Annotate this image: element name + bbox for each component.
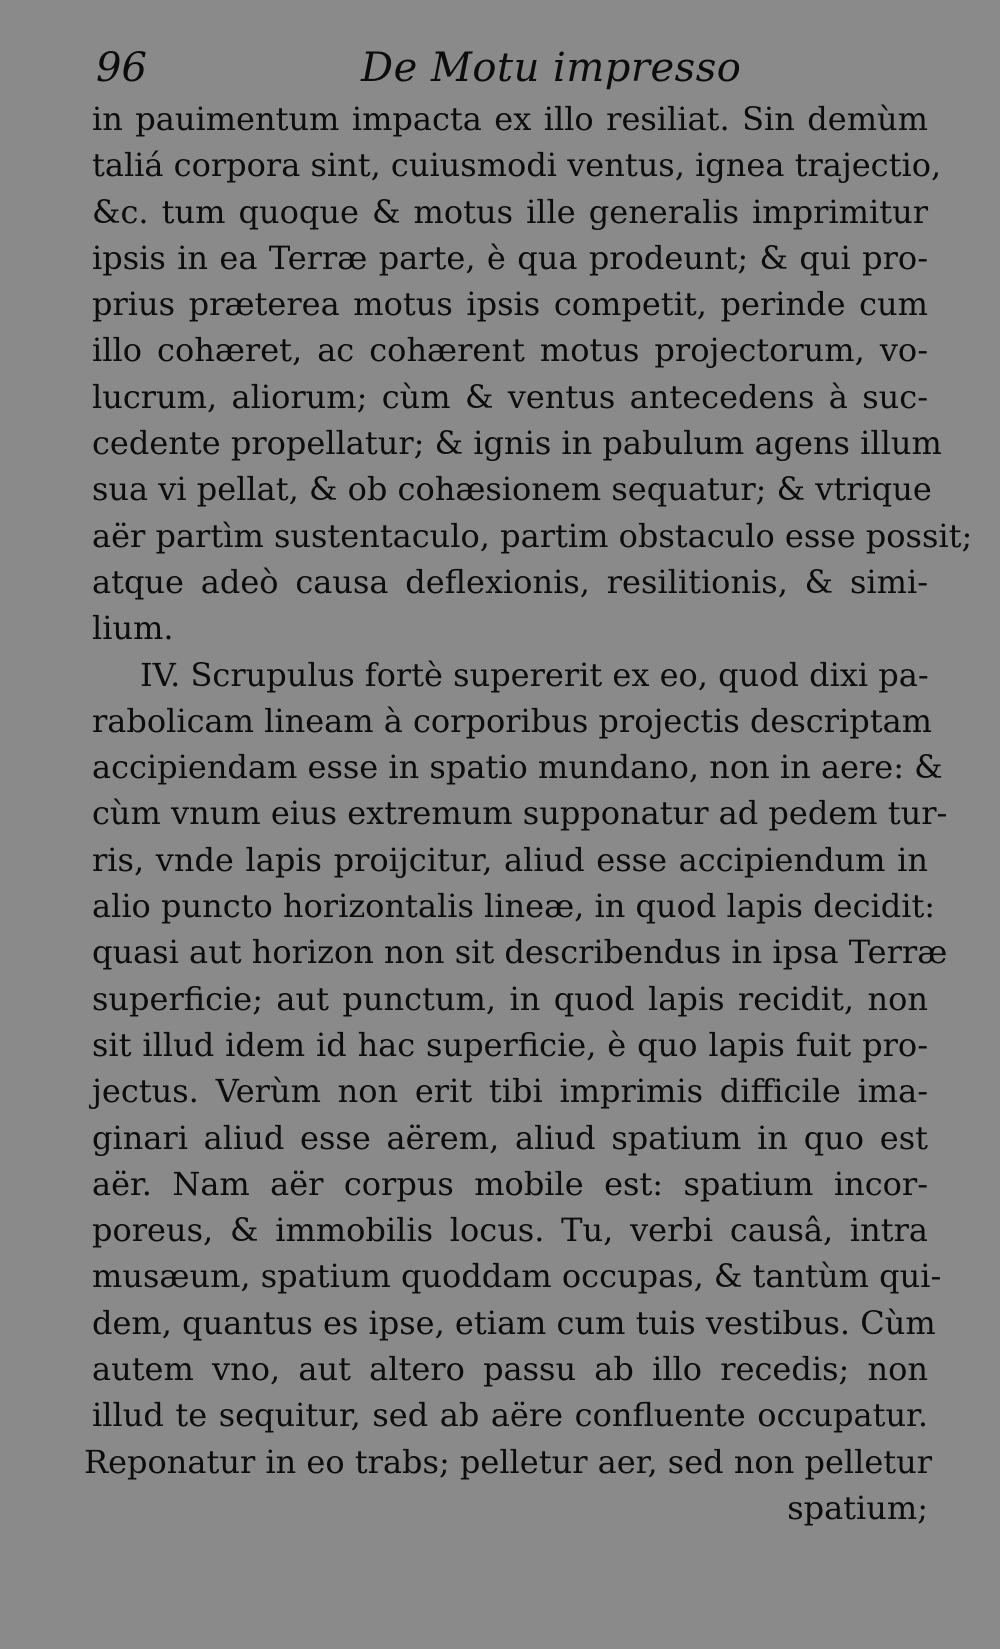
text-line: cedente propellatur; & ignis in pabulum agens illum [92,424,942,463]
text-line: aër. Nam aër corpus mobile est: spatium incor- [92,1164,928,1203]
text-line: musæum, spatium quoddam occupas, & tantùm qui- [92,1257,942,1296]
running-head: De Motu impresso [361,45,742,91]
text-line: illo cohæret, ac cohærent motus projectorum, vo- [92,331,928,370]
text-line: autem vno, aut altero passu ab illo recedis; non [92,1350,928,1389]
text-line: atque adeò causa deflexionis, resilitionis, & simi- [92,562,928,601]
text-line: rabolicam lineam à corporibus projectis descriptam [92,701,932,740]
text-line: in pauimentum impacta ex illo resiliat. Sin demùm [92,100,928,138]
text-line: Reponatur in eo trabs; pelletur aer, sed non pelletur [84,1442,933,1481]
text-line: illud te sequitur, sed ab aëre confluente occupatur. [92,1396,928,1435]
text-line: sit illud idem id hac superficie, è quo lapis fuit pro- [92,1025,928,1064]
page-header [96,40,936,96]
text-line: superficie; aut punctum, in quod lapis recidit, non [92,979,928,1018]
body-text [84,96,973,1531]
text-line: &c. tum quoque & motus ille generalis imprimitur [92,192,928,231]
text-line: lium. [92,609,174,648]
text-line: ipsis in ea Terræ parte, è qua prodeunt; & qui pro- [92,238,928,277]
page-number: 96 [96,45,147,91]
catchword-line: spatium; [787,1488,928,1527]
text-line: ris, vnde lapis proijcitur, aliud esse accipiendum in [92,840,928,879]
text-line: taliá corpora sint, cuiusmodi ventus, ignea trajectio, [92,146,942,185]
paragraph-start-line: IV. Scrupulus fortè supererit ex eo, quod dixi pa- [140,655,929,694]
text-line: ginari aliud esse aërem, aliud spatium in quo est [92,1118,928,1157]
text-line: accipiendam esse in spatio mundano, non in aere: & [92,748,943,787]
text-line: dem, quantus es ipse, etiam cum tuis vestibus. Cùm [92,1303,936,1342]
text-line: quasi aut horizon non sit describendus in ipsa Terræ [92,933,948,972]
text-line: aër partìm sustentaculo, partim obstaculo esse possit; [92,516,973,555]
text-line: cùm vnum eius extremum supponatur ad pedem tur- [92,794,948,833]
text-line: sua vi pellat, & ob cohæsionem sequatur; & vtrique [92,470,932,509]
text-line: lucrum, aliorum; cùm & ventus antecedens à suc- [92,377,928,416]
text-line: prius præterea motus ipsis competit, perinde cum [92,285,928,324]
text-line: poreus, & immobilis locus. Tu, verbi causâ, intra [92,1211,928,1250]
text-line: alio puncto horizontalis lineæ, in quod lapis decidit: [92,887,936,926]
text-line: jectus. Verùm non erit tibi imprimis difficile ima- [92,1072,928,1111]
